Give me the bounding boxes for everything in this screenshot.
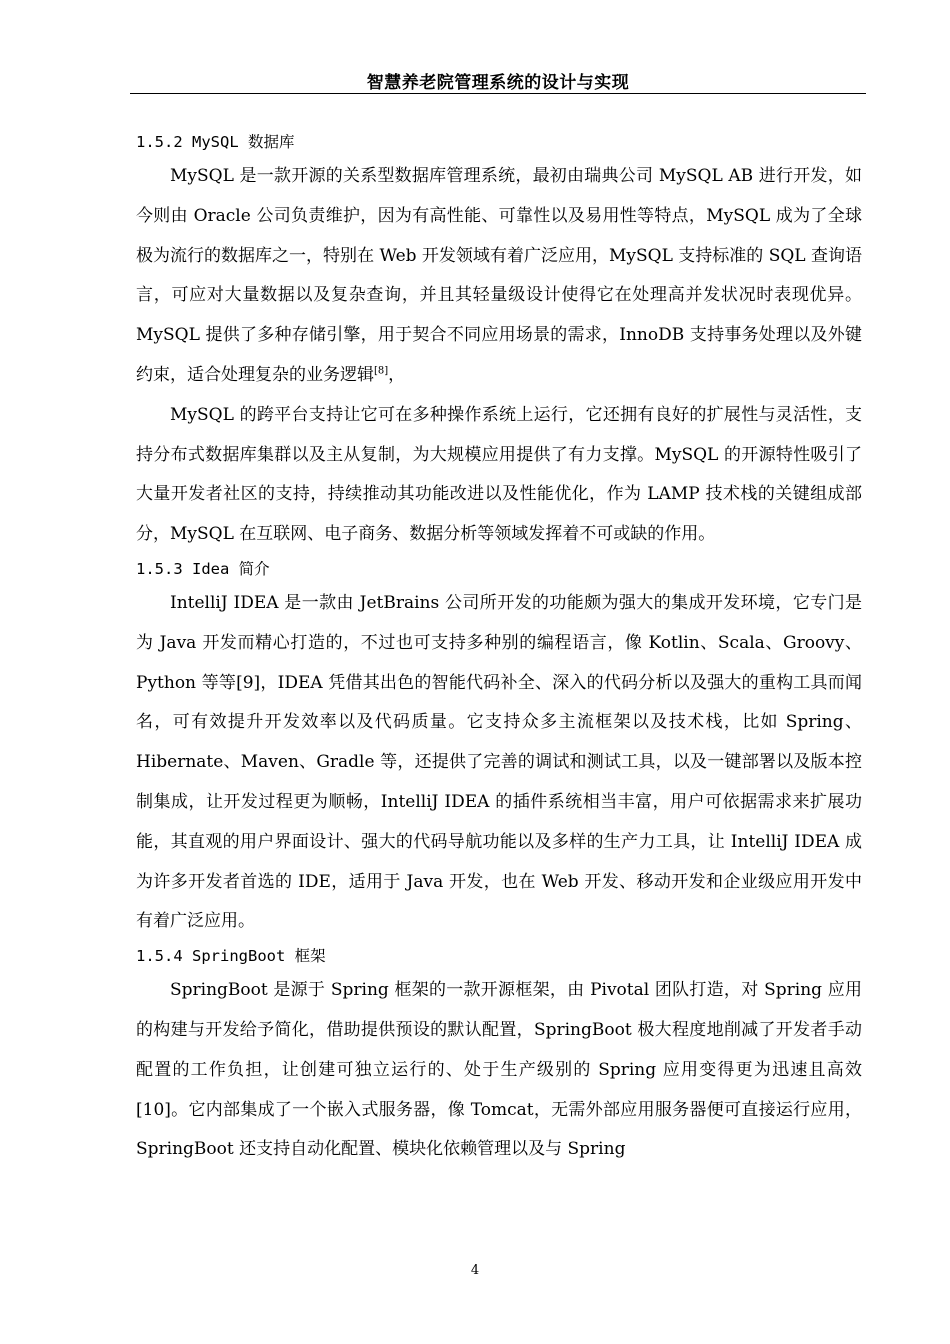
paragraph: IntelliJ IDEA 是一款由 JetBrains 公司所开发的功能颇为强大的集成开发环境，它专门是为 Java 开发而精心打造的，不过也可支持多种别的编程语言，像 Kotlin、Scala、Groovy、Python 等等[9]，IDEA 凭借其出色的智能代码补全、深入的代码分析以及强大的重构工具而闻名，可有效提升开发效率以及代码质量。它支持众多主流框架以及技术栈，比如 Spring、Hibernate、Maven、Gradle 等，还提供了完善的调试和测试工具，以及一键部署以及版本控制集成，让开发过程更为顺畅，IntelliJ IDEA 的插件系统相当丰富，用户可依据需求来扩展功能，其直观的用户界面设计、强大的代码导航功能以及多样的生产力工具，让 IntelliJ IDEA 成为许多开发者首选的 IDE，适用于 Java 开发，也在 Web 开发、移动开发和企业级应用开发中有着广泛应用。 bbox=[136, 592, 862, 932]
section-heading-springboot: 1.5.4 SpringBoot 框架 bbox=[136, 947, 326, 966]
paragraph-tail: ， bbox=[388, 364, 406, 385]
paragraph-text: MySQL 是一款开源的关系型数据库管理系统，最初由瑞典公司 MySQL AB 进行开发，如今则由 Oracle 公司负责维护，因为有高性能、可靠性以及易用性等特点，MySQL 成为了全球极为流行的数据库之一，特别在 Web 开发领域有着广泛应用，MySQL 支持标准的 SQL 查询语言，可应对大量数据以及复杂查询，并且其轻量级设计使得它在处理高并发状况时表现优异。MySQL 提供了多种存储引擎，用于契合不同应用场景的需求，InnoDB 支持事务处理以及外键约束，适合处理复杂的业务逻辑 bbox=[136, 166, 862, 385]
section-heading-mysql: 1.5.2 MySQL 数据库 bbox=[136, 133, 295, 151]
paragraph: MySQL 的跨平台支持让它可在多种操作系统上运行，它还拥有良好的扩展性与灵活性，支持分布式数据库集群以及主从复制，为大规模应用提供了有力支撑。MySQL 的开源特性吸引了大量开发者社区的支持，持续推动其功能改进以及性能优化，作为 LAMP 技术栈的关键组成部分，MySQL 在互联网、电子商务、数据分析等领域发挥着不可或缺的作用。 bbox=[136, 404, 862, 545]
page-body bbox=[136, 128, 862, 1170]
paragraph: SpringBoot 是源于 Spring 框架的一款开源框架，由 Pivotal 团队打造，对 Spring 应用的构建与开发给予简化，借助提供预设的默认配置，SpringBoot 极大程度地削减了开发者手动配置的工作负担，让创建可独立运行的、处于生产级别的 Spring 应用变得更为迅速且高效[10]。它内部集成了一个嵌入式服务器，像 Tomcat，无需外部应用服务器便可直接运行应用，SpringBoot 还支持自动化配置、模块化依赖管理以及与 Spring bbox=[136, 980, 862, 1160]
section-heading-idea: 1.5.3 Idea 简介 bbox=[136, 559, 270, 578]
header-rule bbox=[130, 93, 866, 94]
running-header: 智慧养老院管理系统的设计与实现 bbox=[366, 73, 630, 93]
page-number: 4 bbox=[470, 1263, 480, 1278]
paragraph bbox=[136, 157, 862, 396]
citation: [8] bbox=[374, 365, 389, 377]
